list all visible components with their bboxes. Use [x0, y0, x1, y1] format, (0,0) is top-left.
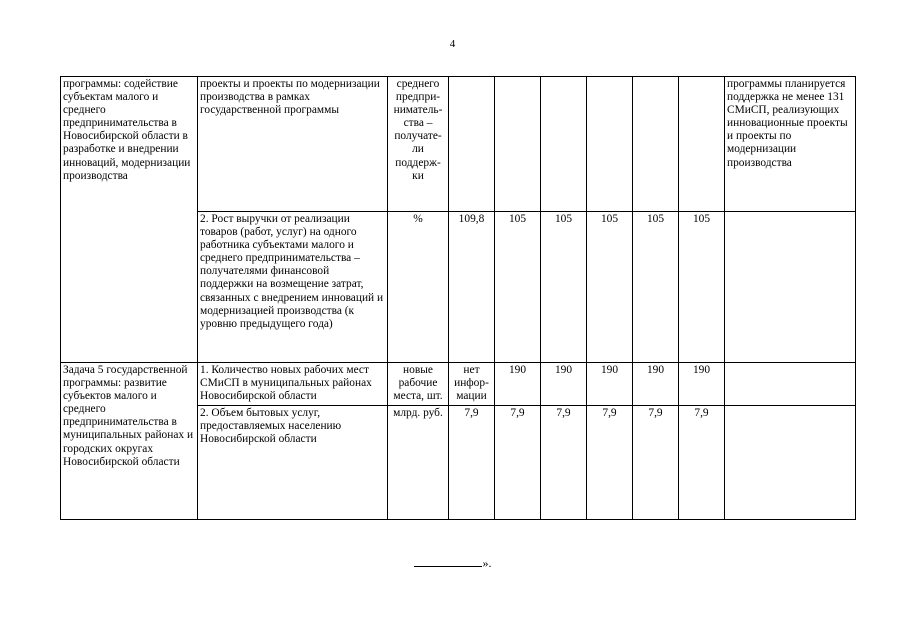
value-cell: 7,9	[449, 406, 495, 520]
closing-quote-text: ».	[482, 556, 492, 570]
value-cell: 7,9	[633, 406, 679, 520]
value-cell: 190	[495, 363, 541, 406]
value-cell: 109,8	[449, 212, 495, 363]
value-cell	[679, 77, 725, 212]
indicator-cell: 1. Количество новых рабочих мест СМиСП в муниципальных районах Новосибирской области	[198, 363, 388, 406]
value-cell: 190	[633, 363, 679, 406]
closing-quote	[0, 556, 905, 571]
unit-cell: среднего предпри-ниматель-ства – получате-ли поддерж-ки	[388, 77, 449, 212]
value-cell: 7,9	[679, 406, 725, 520]
note-cell	[725, 363, 856, 406]
value-cell	[587, 77, 633, 212]
unit-cell: новые рабочие места, шт.	[388, 363, 449, 406]
page-number: 4	[449, 38, 456, 50]
note-cell	[725, 406, 856, 520]
task-cell: Задача 5 государственной программы: развитие субъектов малого и среднего предпринимательства в муниципальных районах и городских округах Новосибирской области	[61, 363, 198, 520]
signature-line	[414, 556, 482, 567]
table-row	[61, 363, 856, 406]
unit-cell: млрд. руб.	[388, 406, 449, 520]
value-cell: 105	[633, 212, 679, 363]
task-cell: программы: содействие субъектам малого и среднего предпринимательства в Новосибирской области в разработке и внедрении инноваций, модернизации производства	[61, 77, 198, 363]
value-cell	[495, 77, 541, 212]
value-cell: 105	[679, 212, 725, 363]
value-cell: 7,9	[587, 406, 633, 520]
value-cell: 190	[541, 363, 587, 406]
value-cell: нет инфор-мации	[449, 363, 495, 406]
indicator-cell: 2. Объем бытовых услуг, предоставляемых населению Новосибирской области	[198, 406, 388, 520]
value-cell: 105	[587, 212, 633, 363]
note-cell: программы планируется поддержка не менее 131 СМиСП, реализующих инновационные проекты и проекты по модернизации производства	[725, 77, 856, 212]
value-cell	[633, 77, 679, 212]
indicator-cell: проекты и проекты по модернизации производства в рамках государственной программы	[198, 77, 388, 212]
value-cell: 105	[495, 212, 541, 363]
unit-cell: %	[388, 212, 449, 363]
indicator-cell: 2. Рост выручки от реализации товаров (работ, услуг) на одного работника субъектами малого и среднего предпринимательства – получателями финансовой поддержки на возмещение затрат, связанных с внедрением инноваций и модернизацией производства (к уровню предыдущего года)	[198, 212, 388, 363]
value-cell: 7,9	[541, 406, 587, 520]
value-cell: 105	[541, 212, 587, 363]
value-cell	[449, 77, 495, 212]
value-cell: 190	[587, 363, 633, 406]
value-cell: 7,9	[495, 406, 541, 520]
table-row	[61, 77, 856, 212]
note-cell	[725, 212, 856, 363]
value-cell	[541, 77, 587, 212]
indicators-table	[60, 76, 856, 520]
value-cell: 190	[679, 363, 725, 406]
